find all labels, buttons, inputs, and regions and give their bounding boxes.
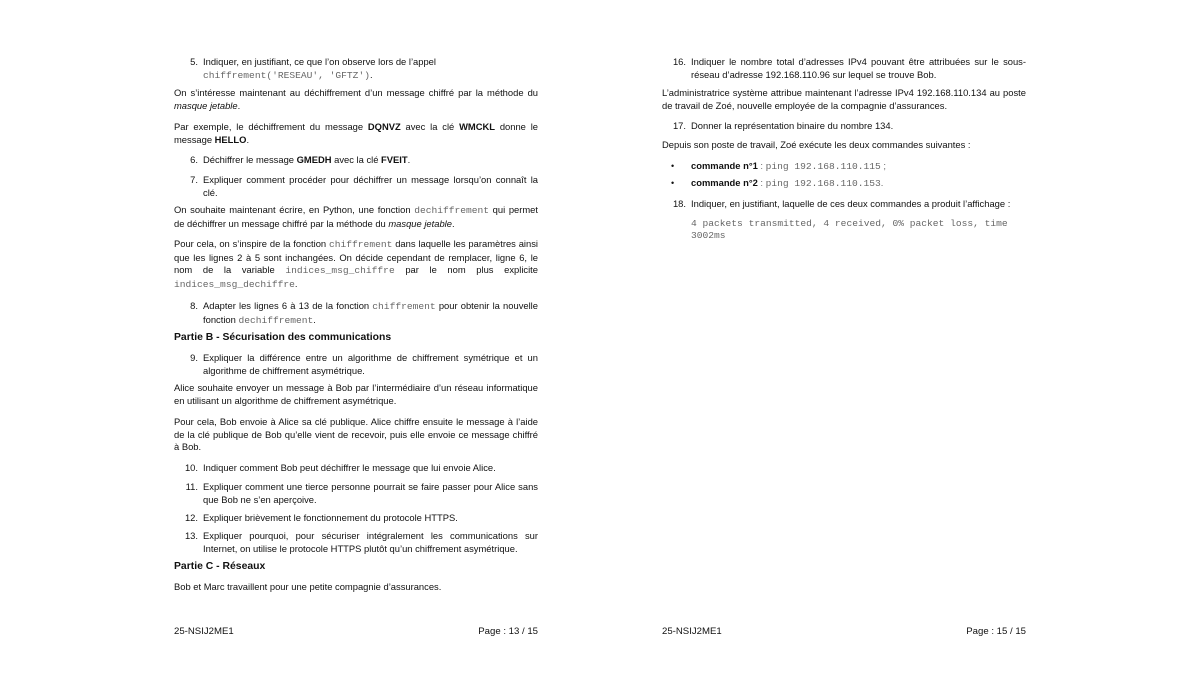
question-text: Expliquer pourquoi, pour sécuriser intégralement les communications sur Internet, on utilise le protocole HTTPS plutôt qu’un chiffrement asymétrique. — [203, 530, 538, 554]
code-call: chiffrement('RESEAU', 'GFTZ') — [203, 69, 370, 81]
command-code: ping 192.168.110.153 — [765, 178, 881, 189]
bullet-icon: • — [671, 161, 675, 171]
question-13 — [174, 530, 538, 555]
page-13 — [174, 0, 538, 675]
text: Déchiffrer le message — [203, 154, 297, 165]
paragraph-bob-key: Pour cela, Bob envoie à Alice sa clé publique. Alice chiffre ensuite le message à l’aide de la clé publique de Bob qu’elle vient de recevoir, puis elle envoie ce message chiffré à Bob. — [174, 416, 538, 452]
question-12 — [174, 512, 538, 525]
separator: : — [757, 160, 766, 171]
question-text: Expliquer la différence entre un algorithme de chiffrement symétrique et un algorithme de chiffrement asymétrique. — [203, 352, 538, 376]
question-number: 6. — [190, 154, 198, 165]
bullet-icon: • — [671, 178, 675, 188]
question-7 — [174, 174, 538, 199]
question-number: 18. — [672, 198, 686, 209]
question-number: 16. — [672, 56, 686, 67]
question-number: 12. — [184, 512, 198, 523]
page-number: Page : 15 / 15 — [966, 626, 1026, 637]
paragraph-example — [174, 121, 538, 146]
subject-code: 25-NSIJ2ME1 — [174, 626, 234, 637]
bold-message: GMEDH — [296, 154, 332, 165]
question-number: 9. — [190, 352, 198, 363]
text: . — [313, 313, 316, 325]
paragraph-inspiration — [174, 238, 538, 291]
text: dans laquelle les paramètres ainsi que les lignes 2 à 5 sont inchangées. On décide cependant de remplacer, ligne 6, le nom de la variable — [174, 238, 538, 275]
text: Pour cela, on s’inspire de la fonction — [174, 238, 330, 249]
emphasis: masque jetable — [388, 217, 452, 229]
text: . — [237, 99, 241, 111]
code-identifier: dechiffrement — [238, 314, 314, 326]
text: avec la clé — [331, 154, 382, 165]
question-18 — [662, 198, 1026, 211]
text: Par exemple, le déchiffrement du message — [174, 121, 368, 132]
question-5 — [174, 56, 538, 82]
command-2 — [662, 177, 1026, 191]
emphasis: masque jetable — [174, 99, 238, 111]
punctuation: . — [880, 177, 884, 188]
question-number: 17. — [672, 120, 686, 131]
question-text: Indiquer le nombre total d’adresses IPv4 pouvant être attribuées sur le sous-réseau d’adresse 192.168.110.96 sur lequel se trouve Bob. — [691, 56, 1026, 80]
question-number: 13. — [184, 530, 198, 541]
question-text: Expliquer comment une tierce personne pourrait se faire passer pour Alice sans que Bob ne s’en aperçoive. — [203, 481, 538, 505]
question-17 — [662, 120, 1026, 133]
paragraph-masque-jetable — [174, 87, 538, 112]
question-text: Expliquer brièvement le fonctionnement du protocole HTTPS. — [203, 512, 458, 523]
paragraph-zoe-commands: Depuis son poste de travail, Zoé exécute les deux commandes suivantes : — [662, 139, 971, 150]
question-text: Indiquer, en justifiant, laquelle de ces deux commandes a produit l’affichage : — [691, 198, 1011, 209]
subject-code: 25-NSIJ2ME1 — [662, 626, 722, 637]
command-code: ping 192.168.110.115 — [765, 161, 881, 172]
command-label: commande n°1 — [691, 160, 758, 171]
question-text: Expliquer comment procéder pour déchiffrer un message lorsqu’on connaît la clé. — [203, 174, 538, 198]
question-10 — [174, 462, 538, 475]
code-identifier: dechiffrement — [414, 205, 490, 216]
question-number: 10. — [184, 462, 198, 473]
text: On s’intéresse maintenant au déchiffrement d’un message chiffré par la méthode du — [174, 87, 538, 98]
heading-partie-c: Partie C - Réseaux — [174, 561, 266, 572]
code-identifier: chiffrement — [372, 301, 436, 312]
ping-output: 4 packets transmitted, 4 received, 0% packet loss, time 3002ms — [691, 218, 1008, 241]
text: . — [407, 154, 411, 165]
question-number: 8. — [190, 300, 198, 311]
page-15 — [662, 0, 1026, 675]
bold-result: HELLO — [214, 133, 247, 145]
bold-message: DQNVZ — [367, 121, 401, 132]
separator: : — [757, 177, 766, 188]
question-6 — [174, 154, 538, 167]
text: On souhaite maintenant écrire, en Python, une fonction — [174, 204, 415, 215]
code-identifier: indices_msg_chiffre — [285, 265, 395, 276]
question-number: 11. — [185, 481, 198, 492]
command-label: commande n°2 — [691, 177, 758, 188]
question-9 — [174, 352, 538, 377]
paragraph-python-function — [174, 204, 538, 230]
punctuation: ; — [880, 160, 886, 171]
page-number: Page : 13 / 15 — [478, 626, 538, 637]
bold-key: WMCKL — [459, 121, 495, 132]
bold-key: FVEIT — [381, 154, 408, 165]
code-identifier: indices_msg_dechiffre — [174, 278, 295, 290]
paragraph-alice: Alice souhaite envoyer un message à Bob par l’intermédiaire d’un réseau informatique en utilisant un algorithme de chiffrement asymétrique. — [174, 382, 538, 406]
text: pour obtenir la nouvelle fonction — [203, 300, 538, 325]
text: . — [451, 217, 455, 229]
question-number: 5. — [190, 56, 198, 67]
question-11 — [174, 481, 538, 506]
text: . — [246, 133, 250, 145]
question-number: 7. — [190, 174, 198, 185]
question-16 — [662, 56, 1026, 81]
text: qui permet de déchiffrer un message chiffré par la méthode du — [174, 204, 538, 229]
question-text: Donner la représentation binaire du nombre 134. — [691, 120, 894, 131]
text: donne le message — [174, 121, 538, 145]
paragraph-admin-ip: L’administratrice système attribue maintenant l’adresse IPv4 192.168.110.134 au poste de travail de Zoé, nouvelle employée de la compagnie d’assurances. — [662, 87, 1026, 111]
text: par le nom plus explicite — [394, 264, 538, 275]
text: Adapter les lignes 6 à 13 de la fonction — [203, 300, 373, 311]
punctuation: . — [369, 68, 373, 80]
paragraph-bob-marc: Bob et Marc travaillent pour une petite compagnie d’assurances. — [174, 581, 442, 592]
question-8 — [174, 300, 538, 327]
command-1 — [662, 160, 1026, 174]
heading-partie-b: Partie B - Sécurisation des communications — [174, 332, 392, 343]
code-identifier: chiffrement — [329, 239, 393, 250]
text: avec la clé — [400, 121, 460, 132]
question-text: Indiquer, en justifiant, ce que l’on observe lors de l’appel — [203, 56, 436, 67]
text: . — [294, 277, 298, 289]
question-text: Indiquer comment Bob peut déchiffrer le message que lui envoie Alice. — [203, 462, 496, 473]
